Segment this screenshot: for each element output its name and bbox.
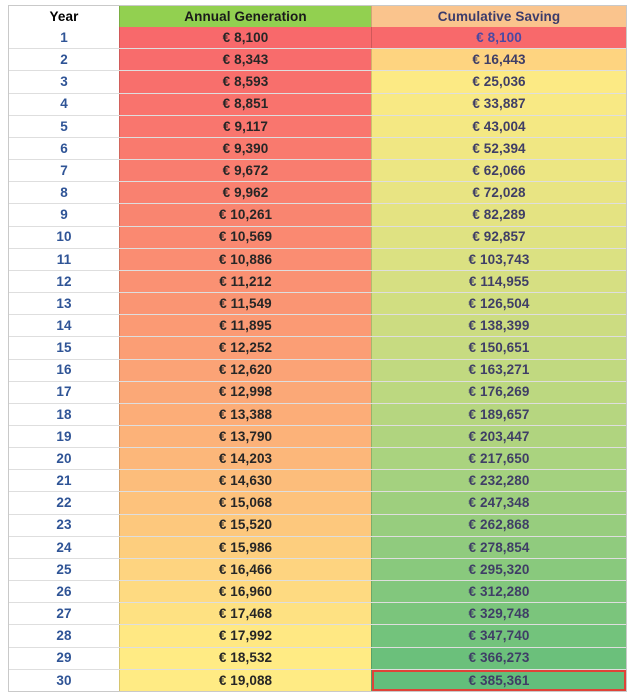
table-row	[9, 137, 626, 159]
table-row	[9, 514, 626, 536]
year-cell[interactable]: 8	[9, 182, 119, 203]
cumulative-saving-cell[interactable]: € 262,868	[371, 515, 626, 536]
year-cell[interactable]: 26	[9, 581, 119, 602]
annual-generation-cell[interactable]: € 11,895	[119, 315, 371, 336]
year-cell[interactable]: 10	[9, 227, 119, 248]
annual-generation-cell[interactable]: € 12,998	[119, 382, 371, 403]
year-cell[interactable]: 5	[9, 116, 119, 137]
annual-generation-cell[interactable]: € 9,672	[119, 160, 371, 181]
annual-generation-cell[interactable]: € 15,068	[119, 492, 371, 513]
cumulative-saving-cell[interactable]: € 247,348	[371, 492, 626, 513]
year-cell[interactable]: 20	[9, 448, 119, 469]
table-row	[9, 70, 626, 92]
cumulative-saving-cell[interactable]: € 33,887	[371, 94, 626, 115]
year-cell[interactable]: 29	[9, 648, 119, 669]
table-row	[9, 270, 626, 292]
cumulative-saving-cell[interactable]: € 62,066	[371, 160, 626, 181]
cumulative-saving-cell[interactable]: € 72,028	[371, 182, 626, 203]
cumulative-saving-cell[interactable]: € 82,289	[371, 204, 626, 225]
cumulative-saving-cell[interactable]: € 347,740	[371, 625, 626, 646]
table-row	[9, 381, 626, 403]
cumulative-saving-cell[interactable]: € 150,651	[371, 337, 626, 358]
annual-generation-cell[interactable]: € 9,962	[119, 182, 371, 203]
annual-generation-cell[interactable]: € 18,532	[119, 648, 371, 669]
annual-generation-cell[interactable]: € 11,212	[119, 271, 371, 292]
annual-generation-cell[interactable]: € 10,261	[119, 204, 371, 225]
table-row	[9, 580, 626, 602]
cumulative-saving-cell[interactable]: € 189,657	[371, 404, 626, 425]
table-row	[9, 248, 626, 270]
year-cell[interactable]: 15	[9, 337, 119, 358]
year-cell[interactable]: 6	[9, 138, 119, 159]
table-row	[9, 558, 626, 580]
annual-generation-cell[interactable]: € 15,986	[119, 537, 371, 558]
table-row	[9, 536, 626, 558]
cumulative-saving-cell[interactable]: € 52,394	[371, 138, 626, 159]
table-row	[9, 359, 626, 381]
year-cell[interactable]: 9	[9, 204, 119, 225]
table-row	[9, 27, 626, 48]
cumulative-saving-cell[interactable]: € 114,955	[371, 271, 626, 292]
year-cell[interactable]: 21	[9, 470, 119, 491]
cumulative-saving-cell[interactable]: € 312,280	[371, 581, 626, 602]
year-cell[interactable]: 24	[9, 537, 119, 558]
cumulative-saving-cell[interactable]: € 103,743	[371, 249, 626, 270]
cumulative-saving-cell[interactable]: € 295,320	[371, 559, 626, 580]
cumulative-saving-cell-highlighted[interactable]: € 385,361	[371, 670, 626, 691]
year-cell[interactable]: 11	[9, 249, 119, 270]
cumulative-saving-cell[interactable]: € 92,857	[371, 227, 626, 248]
annual-generation-cell[interactable]: € 10,886	[119, 249, 371, 270]
annual-generation-cell[interactable]: € 9,117	[119, 116, 371, 137]
annual-generation-cell[interactable]: € 13,790	[119, 426, 371, 447]
year-cell[interactable]: 28	[9, 625, 119, 646]
cumulative-saving-cell[interactable]: € 278,854	[371, 537, 626, 558]
annual-generation-cell[interactable]: € 11,549	[119, 293, 371, 314]
table-row	[9, 314, 626, 336]
table-row	[9, 669, 626, 691]
table-row	[9, 624, 626, 646]
cumulative-saving-cell[interactable]: € 217,650	[371, 448, 626, 469]
annual-generation-cell[interactable]: € 12,620	[119, 360, 371, 381]
annual-generation-cell[interactable]: € 16,960	[119, 581, 371, 602]
savings-table	[8, 5, 627, 692]
annual-generation-cell[interactable]: € 13,388	[119, 404, 371, 425]
annual-generation-cell[interactable]: € 8,851	[119, 94, 371, 115]
table-row	[9, 403, 626, 425]
cumulative-saving-cell[interactable]: € 126,504	[371, 293, 626, 314]
cumulative-saving-cell[interactable]: € 366,273	[371, 648, 626, 669]
cumulative-saving-cell[interactable]: € 163,271	[371, 360, 626, 381]
year-cell[interactable]: 22	[9, 492, 119, 513]
cumulative-saving-cell[interactable]: € 138,399	[371, 315, 626, 336]
table-row	[9, 336, 626, 358]
table-row	[9, 48, 626, 70]
annual-generation-cell[interactable]: € 10,569	[119, 227, 371, 248]
annual-generation-cell[interactable]: € 9,390	[119, 138, 371, 159]
table-row	[9, 425, 626, 447]
year-cell[interactable]: 17	[9, 382, 119, 403]
year-cell[interactable]: 3	[9, 71, 119, 92]
year-cell[interactable]: 27	[9, 603, 119, 624]
cumulative-saving-cell[interactable]: € 232,280	[371, 470, 626, 491]
table-row	[9, 226, 626, 248]
annual-generation-cell[interactable]: € 17,992	[119, 625, 371, 646]
year-cell[interactable]: 13	[9, 293, 119, 314]
cumulative-saving-cell[interactable]: € 25,036	[371, 71, 626, 92]
year-cell[interactable]: 16	[9, 360, 119, 381]
year-cell[interactable]: 7	[9, 160, 119, 181]
annual-generation-cell[interactable]: € 12,252	[119, 337, 371, 358]
table-row	[9, 469, 626, 491]
table-row	[9, 93, 626, 115]
year-cell[interactable]: 12	[9, 271, 119, 292]
year-cell[interactable]: 4	[9, 94, 119, 115]
table-header-row	[9, 6, 626, 27]
year-cell[interactable]: 30	[9, 670, 119, 691]
table-row	[9, 647, 626, 669]
cumulative-saving-column-header[interactable]: Cumulative Saving	[371, 6, 626, 27]
annual-generation-cell[interactable]: € 8,593	[119, 71, 371, 92]
cumulative-saving-cell[interactable]: € 43,004	[371, 116, 626, 137]
table-row	[9, 602, 626, 624]
year-column-header[interactable]: Year	[9, 6, 119, 27]
table-row	[9, 181, 626, 203]
annual-generation-cell[interactable]: € 19,088	[119, 670, 371, 691]
cumulative-saving-cell[interactable]: € 203,447	[371, 426, 626, 447]
annual-generation-cell[interactable]: € 17,468	[119, 603, 371, 624]
table-row	[9, 447, 626, 469]
cumulative-saving-cell[interactable]: € 16,443	[371, 49, 626, 70]
cumulative-saving-cell[interactable]: € 176,269	[371, 382, 626, 403]
annual-generation-cell[interactable]: € 8,343	[119, 49, 371, 70]
annual-generation-column-header[interactable]: Annual Generation	[119, 6, 371, 27]
table-row	[9, 292, 626, 314]
annual-generation-cell[interactable]: € 8,100	[119, 27, 371, 48]
year-cell[interactable]: 19	[9, 426, 119, 447]
annual-generation-cell[interactable]: € 14,203	[119, 448, 371, 469]
annual-generation-cell[interactable]: € 14,630	[119, 470, 371, 491]
table-row	[9, 491, 626, 513]
table-row	[9, 159, 626, 181]
annual-generation-cell[interactable]: € 16,466	[119, 559, 371, 580]
year-cell[interactable]: 2	[9, 49, 119, 70]
table-row	[9, 203, 626, 225]
cumulative-saving-cell[interactable]: € 329,748	[371, 603, 626, 624]
cumulative-saving-cell[interactable]: € 8,100	[371, 27, 626, 48]
year-cell[interactable]: 18	[9, 404, 119, 425]
annual-generation-cell[interactable]: € 15,520	[119, 515, 371, 536]
year-cell[interactable]: 23	[9, 515, 119, 536]
year-cell[interactable]: 14	[9, 315, 119, 336]
year-cell[interactable]: 25	[9, 559, 119, 580]
year-cell[interactable]: 1	[9, 27, 119, 48]
table-row	[9, 115, 626, 137]
